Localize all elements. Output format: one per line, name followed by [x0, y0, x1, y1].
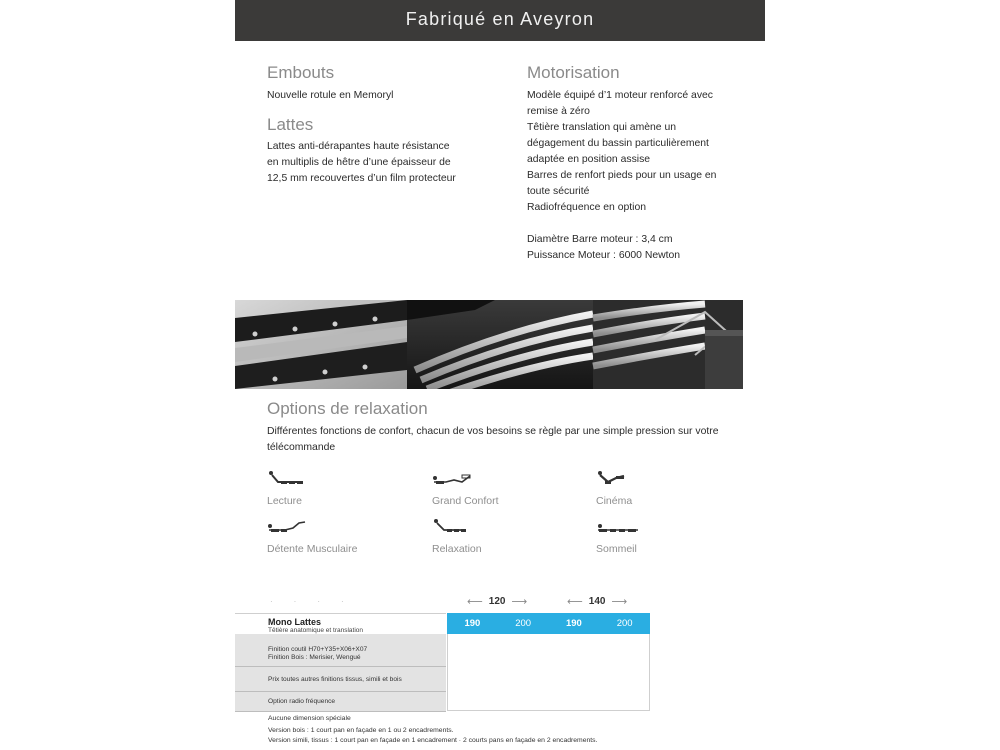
product-photo	[235, 300, 743, 389]
relaxation-section	[267, 399, 757, 456]
option-label: Relaxation	[432, 543, 482, 555]
lattes-text	[267, 139, 507, 187]
arrow-left-icon: ⟵	[567, 596, 583, 608]
bed-sommeil-icon	[596, 518, 640, 534]
relaxation-text	[267, 424, 757, 456]
option-detente	[267, 518, 387, 555]
table-row	[235, 692, 446, 712]
embouts-section	[267, 63, 507, 104]
option-cinema	[596, 470, 716, 507]
embouts-text	[267, 88, 507, 104]
width-value: 140	[588, 596, 606, 607]
banner-title: Fabriqué en Aveyron	[405, 9, 595, 29]
length-cells	[447, 613, 650, 634]
relaxation-heading: Options de relaxation	[267, 399, 428, 418]
length-cell: 190	[565, 618, 582, 629]
table-row	[235, 667, 446, 692]
row-text: Prix toutes autres finitions tissus, simili et bois	[268, 676, 402, 683]
option-label: Lecture	[267, 495, 303, 507]
bed-grand-confort-icon	[432, 470, 476, 486]
header-dots: ····	[270, 597, 365, 606]
relaxation-line: télécommande	[267, 442, 336, 453]
product-title: Mono Lattes	[268, 617, 321, 627]
motorisation-line: dégagement du bassin particulièrement	[527, 138, 709, 149]
motorisation-line: Radiofréquence en option	[527, 202, 647, 213]
table-row	[235, 634, 446, 667]
lattes-line: 12,5 mm recouvertes d’un film protecteur	[267, 173, 456, 184]
row-text: Finition coutil H70+Y35+X06+X07	[268, 646, 368, 653]
lattes-line: Lattes anti-dérapantes haute résistance	[267, 141, 450, 152]
option-grand-confort	[432, 470, 552, 507]
embouts-heading: Embouts	[267, 63, 335, 82]
width-140-header	[567, 595, 627, 608]
embouts-line: Nouvelle rotule en Memoryl	[267, 90, 394, 101]
header-banner	[235, 0, 765, 41]
option-lecture	[267, 470, 387, 507]
price-cells	[447, 634, 650, 711]
option-label: Grand Confort	[432, 495, 499, 507]
motorisation-line: Puissance Moteur : 6000 Newton	[527, 250, 681, 261]
width-value: 120	[488, 596, 506, 607]
row-text: Option radio fréquence	[268, 698, 336, 705]
table-note: Aucune dimension spéciale	[268, 715, 351, 722]
motorisation-heading: Motorisation	[527, 63, 620, 82]
bed-detente-icon	[267, 518, 311, 534]
lattes-section	[267, 115, 507, 187]
option-label: Détente Musculaire	[267, 543, 358, 555]
motorisation-line: adaptée en position assise	[527, 154, 651, 165]
motorisation-line: Modèle équipé d’1 moteur renforcé avec	[527, 90, 713, 101]
slat-photo-illustration	[235, 300, 743, 389]
bed-lecture-icon	[267, 470, 307, 486]
table-note: Version bois : 1 court pan en façade en 1 ou 2 encadrements.	[268, 727, 454, 734]
motorisation-line: toute sécurité	[527, 186, 590, 197]
motorisation-text	[527, 88, 757, 264]
length-cell: 190	[464, 618, 481, 629]
option-label: Cinéma	[596, 495, 633, 507]
table-note: Version simili, tissus : 1 court pan en façade en 1 encadrement · 2 courts pans en façade en 2 encadrements.	[268, 737, 598, 744]
bed-relaxation-icon	[432, 518, 472, 534]
relaxation-line: Différentes fonctions de confort, chacun de vos besoins se règle par une simple pression sur votre	[267, 426, 719, 437]
length-cell: 200	[616, 618, 633, 629]
arrow-left-icon: ⟵	[467, 596, 483, 608]
arrow-right-icon: ⟶	[611, 596, 628, 608]
option-sommeil	[596, 518, 716, 555]
arrow-right-icon: ⟶	[511, 596, 528, 608]
motorisation-line: Barres de renfort pieds pour un usage en	[527, 170, 717, 181]
lattes-heading: Lattes	[267, 115, 314, 134]
motorisation-section	[527, 63, 757, 264]
row-text: Finition Bois : Merisier, Wengué	[268, 654, 361, 661]
bed-cinema-icon	[596, 470, 636, 486]
price-table	[235, 592, 655, 750]
motorisation-line: Têtière translation qui amène un	[527, 122, 677, 133]
length-cell: 200	[515, 618, 532, 629]
motorisation-line: Diamètre Barre moteur : 3,4 cm	[527, 234, 673, 245]
motorisation-line: remise à zéro	[527, 106, 590, 117]
product-label-cell	[235, 613, 446, 635]
table-header	[235, 592, 655, 612]
spacer	[527, 216, 757, 232]
lattes-line: en multiplis de hêtre d’une épaisseur de	[267, 157, 451, 168]
option-label: Sommeil	[596, 543, 637, 555]
product-row	[235, 613, 650, 634]
width-120-header	[467, 595, 527, 608]
option-relaxation	[432, 518, 552, 555]
product-subtitle: Têtière anatomique et translation	[268, 627, 364, 634]
